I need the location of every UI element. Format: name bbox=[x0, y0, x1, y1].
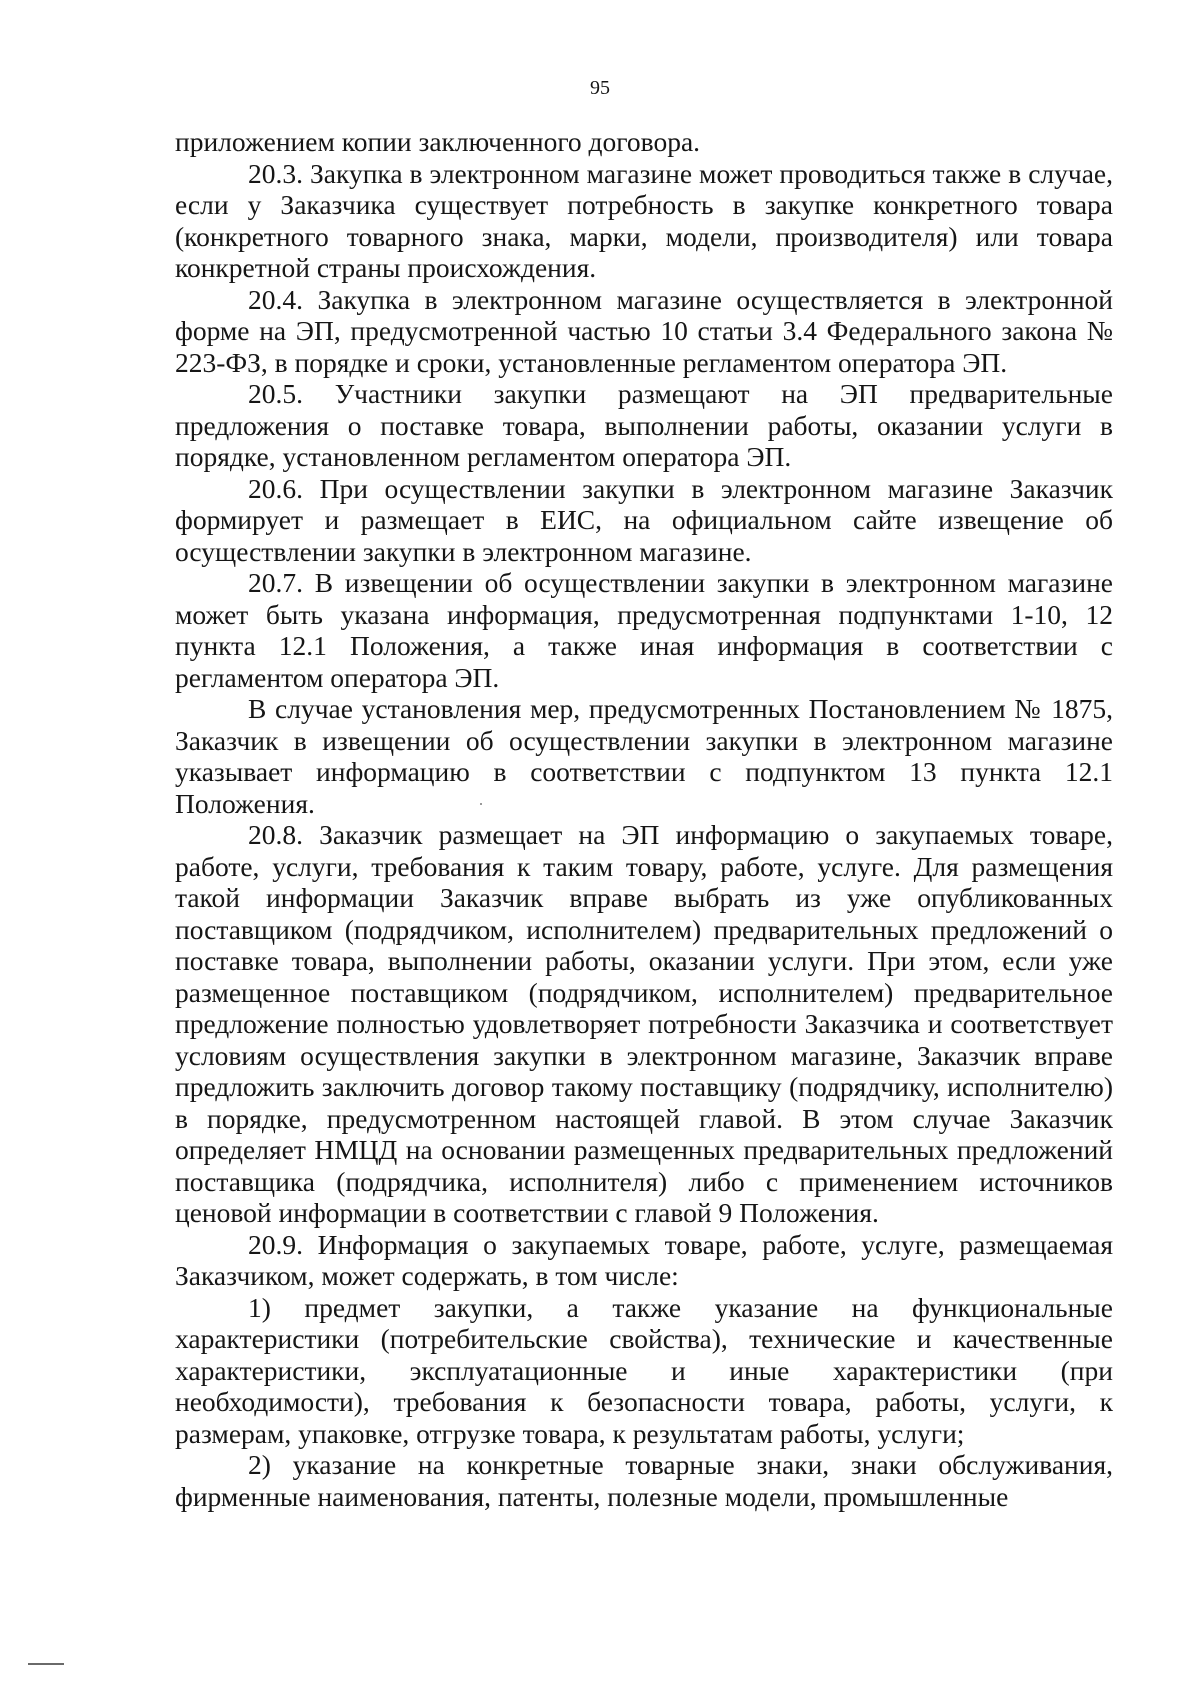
paragraph-continuation: приложением копии заключенного договора. bbox=[175, 126, 701, 157]
page-number: 95 bbox=[590, 77, 610, 99]
paragraph-20-5: 20.5. Участники закупки размещают на ЭП предварительные предложения о поставке товара, выполнении работы, оказании услуги в порядке, установленном регламентом оператора ЭП. bbox=[175, 378, 1113, 472]
scan-edge-mark bbox=[28, 1663, 64, 1665]
scan-speck bbox=[480, 803, 482, 805]
list-item-2: 2) указание на конкретные товарные знаки, знаки обслуживания, фирменные наименования, патенты, полезные модели, промышленные bbox=[175, 1449, 1113, 1512]
paragraph-20-8: 20.8. Заказчик размещает на ЭП информацию о закупаемых товаре, работе, услуги, требования к таким товару, работе, услуге. Для размещения такой информации Заказчик вправе выбрать из уже опубликованных поставщиком (подрядчиком, исполнителем) предварительных предложений о поставке товара, выполнении работы, оказании услуги. При этом, если уже размещенное поставщиком (подрядчиком, исполнителем) предварительное предложение полностью удовлетворяет потребности Заказчика и соответствует условиям осуществления закупки в электронном магазине, Заказчик вправе предложить заключить договор такому поставщику (подрядчику, исполнителю) в порядке, предусмотренном настоящей главой. В этом случае Заказчик определяет НМЦД на основании размещенных предварительных предложений поставщика (подрядчика, исполнителя) либо с применением источников ценовой информации в соответствии с главой 9 Положения. bbox=[175, 819, 1113, 1228]
paragraph-measures-1875: В случае установления мер, предусмотренных Постановлением № 1875, Заказчик в извещении об осуществлении закупки в электронном магазине указывает информацию в соответствии с подпунктом 13 пункта 12.1 Положения. bbox=[175, 693, 1113, 819]
paragraph-20-7: 20.7. В извещении об осуществлении закупки в электронном магазине может быть указана информация, предусмотренная подпунктами 1-10, 12 пункта 12.1 Положения, а также иная информация в соответствии с регламентом оператора ЭП. bbox=[175, 567, 1113, 693]
paragraph-20-4: 20.4. Закупка в электронном магазине осуществляется в электронной форме на ЭП, предусмотренной частью 10 статьи 3.4 Федерального закона № 223-ФЗ, в порядке и сроки, установленные регламентом оператора ЭП. bbox=[175, 283, 1113, 378]
document-body bbox=[175, 126, 1113, 1512]
list-item-1: 1) предмет закупки, а также указание на функциональные характеристики (потребительские свойства), технические и качественные характеристики, эксплуатационные и иные характеристики (при необходимости), требования к безопасности товара, работы, услуги, к размерам, упаковке, отгрузке товара, к результатам работы, услуги; bbox=[175, 1291, 1113, 1449]
paragraph-20-6: 20.6. При осуществлении закупки в электронном магазине Заказчик формирует и размещает в ЕИС, на официальном сайте извещение об осуществлении закупки в электронном магазине. bbox=[175, 472, 1113, 567]
paragraph-20-3: 20.3. Закупка в электронном магазине может проводиться также в случае, если у Заказчика существует потребность в закупке конкретного товара (конкретного товарного знака, марки, модели, производителя) или товара конкретной страны происхождения. bbox=[175, 157, 1113, 283]
paragraph-20-9: 20.9. Информация о закупаемых товаре, работе, услуге, размещаемая Заказчиком, может содержать, в том числе: bbox=[175, 1228, 1113, 1291]
